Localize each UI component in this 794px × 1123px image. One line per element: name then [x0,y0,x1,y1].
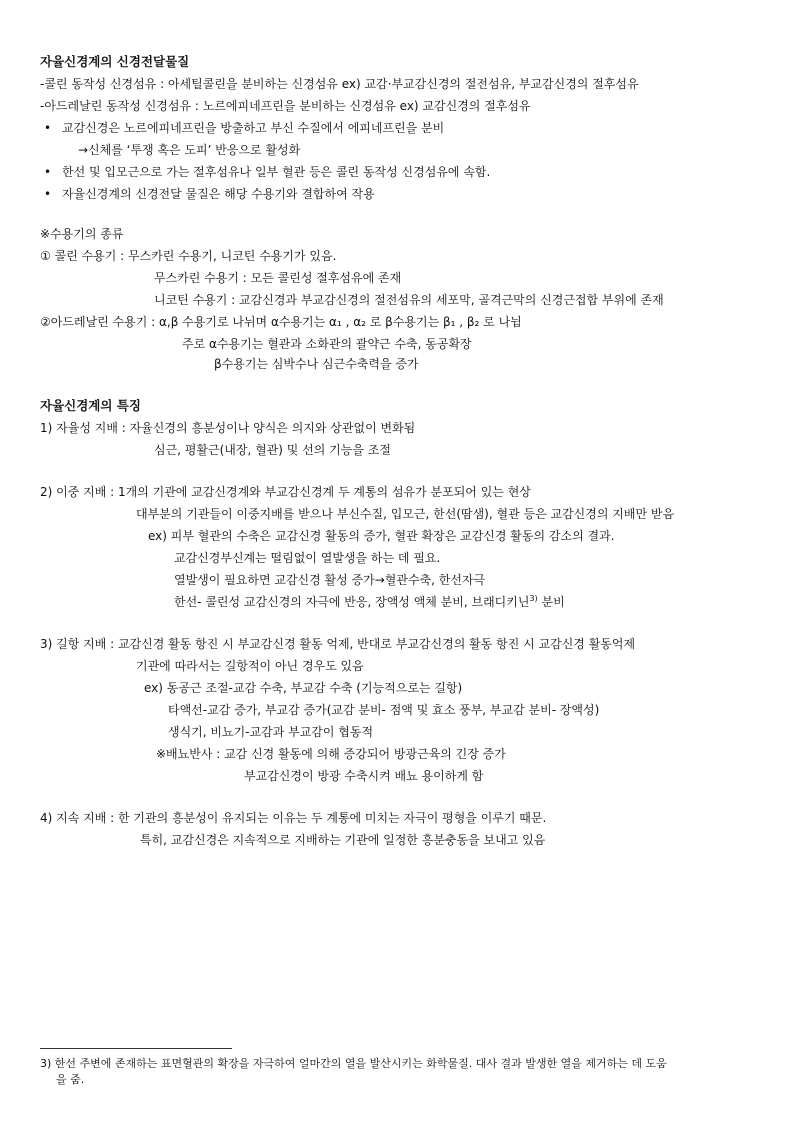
text-line: 기관에 따라서는 길항적이 아닌 경우도 있음 [136,659,364,673]
text-line: -콜린 동작성 신경섬유 : 아세틸콜린을 분비하는 신경섬유 ex) 교감·부교감신경의 절전섬유, 부교감신경의 절후섬유 [40,77,639,91]
footnote-text: 을 줌. [56,1073,85,1086]
text-line: 심근, 평활근(내장, 혈관) 및 선의 기능을 조절 [154,443,391,457]
text-line: 대부분의 기관들이 이중지배를 받으나 부신수질, 입모근, 한선(땀샘), 혈관 등은 교감신경의 지배만 받음 [136,507,675,521]
footnote-text: 3) 한선 주변에 존재하는 표면혈관의 확장을 자극하여 얼마간의 열을 발산시키는 화학물질. 대사 결과 발생한 열을 제거하는 데 도움 [40,1057,667,1070]
text-line: 부교감신경이 방광 수축시켜 배뇨 용이하게 함 [244,769,484,783]
text-segment: 한선- 콜린성 교감신경의 자극에 반응, 장액성 액체 분비, 브래디키닌 [174,595,530,609]
section-title-neurotransmitters: 자율신경계의 신경전달물질 [40,54,190,69]
bullet-icon: • [44,187,52,201]
text-line: 3) 길항 지배 : 교감신경 활동 항진 시 부교감신경 활동 억제, 반대로 부교감신경의 활동 항진 시 교감신경 활동억제 [40,637,636,651]
footnote-ref: 3) [529,594,538,603]
text-line: 타액선-교감 증가, 부교감 증가(교감 분비- 점액 및 효소 풍부, 부교감 분비- 장액성) [168,703,600,717]
text-line: 열발생이 필요하면 교감신경 활성 증가→혈관수축, 한선자극 [174,573,486,587]
text-line: 교감신경부신계는 떨림없이 열발생을 하는 데 필요. [174,551,441,565]
text-line: β수용기는 심박수나 심근수축력을 증가 [214,357,419,371]
text-line: 4) 지속 지배 : 한 기관의 흥분성이 유지되는 이유는 두 계통에 미치는 자극이 평형을 이루기 때문. [40,811,547,825]
bullet-item: 한선 및 입모근으로 가는 절후섬유나 일부 혈관 등은 콜린 동작성 신경섬유에 속함. [62,165,491,179]
text-line: ① 콜린 수용기 : 무스카린 수용기, 니코틴 수용기가 있음. [40,249,337,263]
text-line: 특히, 교감신경은 지속적으로 지배하는 기관에 일정한 흥분충동을 보내고 있음 [140,833,546,847]
text-line: 니코틴 수용기 : 교감신경과 부교감신경의 절전섬유의 세포막, 골격근막의 신경근접합 부위에 존재 [154,293,664,307]
bullet-icon: • [44,121,52,135]
bullet-icon: • [44,165,52,179]
text-line [174,594,565,610]
text-line: ※배뇨반사 : 교감 신경 활동에 의해 증강되어 방광근육의 긴장 증가 [156,747,506,761]
text-segment: 분비 [537,595,565,609]
bullet-item: 자율신경계의 신경전달 물질은 해당 수용기와 결합하여 작용 [62,187,375,201]
text-line: -아드레날린 동작성 신경섬유 : 노르에피네프린을 분비하는 신경섬유 ex) 교감신경의 절후섬유 [40,99,531,113]
text-line: 2) 이중 지배 : 1개의 기관에 교감신경계와 부교감신경계 두 계통의 섬유가 분포되어 있는 현상 [40,485,531,499]
text-line: 생식기, 비뇨기-교감과 부교감이 협동적 [168,725,374,739]
section-title-characteristics: 자율신경계의 특징 [40,398,141,413]
text-line: 1) 자율성 지배 : 자율신경의 흥분성이나 양식은 의지와 상관없이 변화됨 [40,421,416,435]
text-line: 무스카린 수용기 : 모든 콜린성 절후섬유에 존재 [154,271,402,285]
text-line: ex) 동공근 조절-교감 수축, 부교감 수축 (기능적으로는 길항) [144,681,463,695]
text-line: ex) 피부 혈관의 수축은 교감신경 활동의 증가, 혈관 확장은 교감신경 활동의 감소의 결과. [148,529,615,543]
receptor-heading: ※수용기의 종류 [40,227,124,241]
bullet-subitem: →신체를 ‘투쟁 혹은 도피’ 반응으로 활성화 [78,143,301,157]
text-line: ②아드레날린 수용기 : α,β 수용기로 나뉘며 α수용기는 α₁ , α₂ 로 β수용기는 β₁ , β₂ 로 나뉨 [40,315,522,329]
text-line: 주로 α수용기는 혈관과 소화관의 괄약근 수축, 동공확장 [182,337,472,351]
bullet-item: 교감신경은 노르에피네프린을 방출하고 부신 수질에서 에피네프린을 분비 [62,121,445,135]
footnote-divider [40,1048,232,1049]
